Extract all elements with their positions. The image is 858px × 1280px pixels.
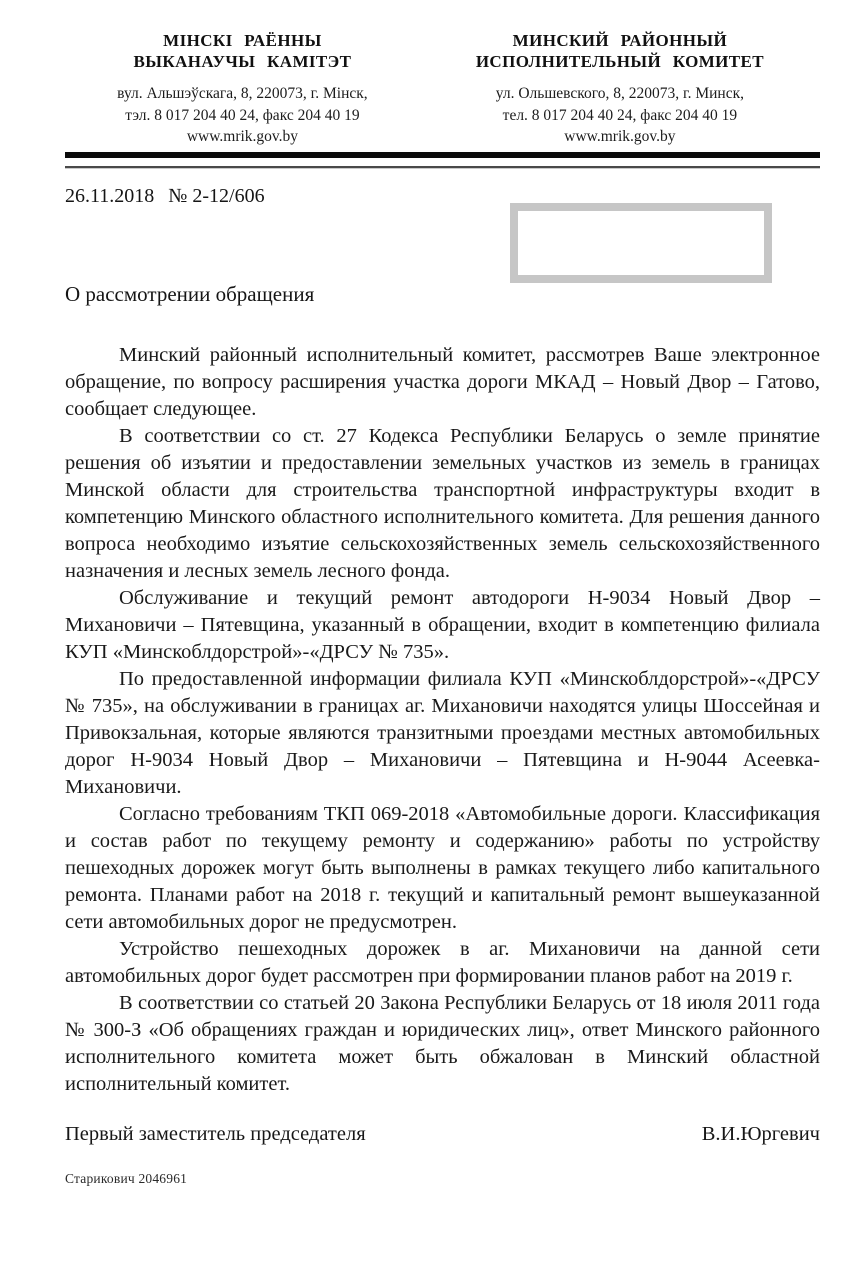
org-name-line1-ru: МИНСКИЙ РАЙОННЫЙ: [512, 31, 728, 50]
letterhead-divider-thin: [65, 166, 820, 169]
letterhead-divider-thick: [65, 152, 820, 158]
signature-block: [65, 1123, 820, 1146]
body-paragraph: Устройство пешеходных дорожек в аг. Михановичи на данной сети автомобильных дорог будет рассмотрен при формировании планов работ на 2019 г.: [65, 937, 820, 987]
signature-position: Первый заместитель председателя: [65, 1122, 366, 1145]
body-paragraph: В соответствии со ст. 27 Кодекса Республики Беларусь о земле принятие решения об изъятии и предоставлении земельных участков из земель в границах Минской области для строительства транспортной инфраструктуры входит в компетенцию Минского областного исполнительного комитета. Для решения данного вопроса необходимо изъятие сельскохозяйственных земель сельскохозяйственного назначения и лесных земель лесного фонда.: [65, 424, 820, 582]
executor-line: Старикович 2046961: [65, 1170, 188, 1186]
body-paragraph: В соответствии со статьей 20 Закона Республики Беларусь от 18 июля 2011 года № 300-З «Об обращениях граждан и юридических лиц», ответ Минского районного исполнительного комитета может быть обжалован в Минский областной исполнительный комитет.: [65, 991, 820, 1095]
org-name-line1-by: МІНСКІ РАЁННЫ: [163, 31, 322, 50]
subject-line: О рассмотрении обращения: [65, 281, 315, 306]
signature-name: В.И.Юргевич: [701, 1122, 820, 1145]
letterhead: [65, 30, 820, 148]
address-line-by: вул. Альшэўскага, 8, 220073, г. Мінск,: [117, 85, 368, 102]
website-line-ru: www.mrik.gov.by: [564, 128, 676, 145]
letterhead-belarusian: [65, 30, 420, 148]
reference-number: № 2-12/606: [168, 184, 265, 207]
body-paragraph: Минский районный исполнительный комитет, рассмотрев Ваше электронное обращение, по вопросу расширения участка дороги МКАД – Новый Двор – Гатово, сообщает следующее.: [65, 343, 820, 420]
body-paragraph: Обслуживание и текущий ремонт автодороги Н-9034 Новый Двор – Михановичи – Пятевщина, указанный в обращении, входит в компетенцию филиала КУП «Минскоблдорстрой»-«ДРСУ № 735».: [65, 586, 820, 663]
phone-line-ru: тел. 8 017 204 40 24, факс 204 40 19: [502, 106, 738, 124]
reference-date: 26.11.2018: [65, 184, 155, 207]
letter-body: [65, 342, 820, 1098]
recipient-address-box: [510, 203, 772, 283]
website-line-by: www.mrik.gov.by: [186, 128, 299, 145]
letterhead-russian: [420, 30, 820, 148]
body-paragraph: Согласно требованиям ТКП 069-2018 «Автомобильные дороги. Классификация и состав работ по текущему ремонту и содержанию» работы по устройству пешеходных дорожек могут быть выполнены в рамках текущего либо капитального ремонта. Планами работ на 2018 г. текущий и капитальный ремонт вышеуказанной сети автомобильных дорог не предусмотрен.: [65, 802, 820, 933]
org-name-line2-by: ВЫКАНАУЧЫ КАМІТЭТ: [133, 52, 352, 71]
letterhead-contact-by: [65, 83, 420, 148]
letterhead-contact-ru: [420, 83, 820, 148]
body-paragraph: По предоставленной информации филиала КУП «Минскоблдорстрой»-«ДРСУ № 735», на обслуживании в границах аг. Михановичи находятся улицы Шоссейная и Привокзальная, которые являются транзитными проездами местных автомобильных дорог Н-9034 Новый Двор – Михановичи – Пятевщина и Н-9044 Асеевка-Михановичи.: [65, 667, 820, 798]
org-name-line2-ru: ИСПОЛНИТЕЛЬНЫЙ КОМИТЕТ: [475, 52, 764, 71]
phone-line-by: тэл. 8 017 204 40 24, факс 204 40 19: [125, 106, 360, 124]
address-line-ru: ул. Ольшевского, 8, 220073, г. Минск,: [495, 85, 745, 102]
